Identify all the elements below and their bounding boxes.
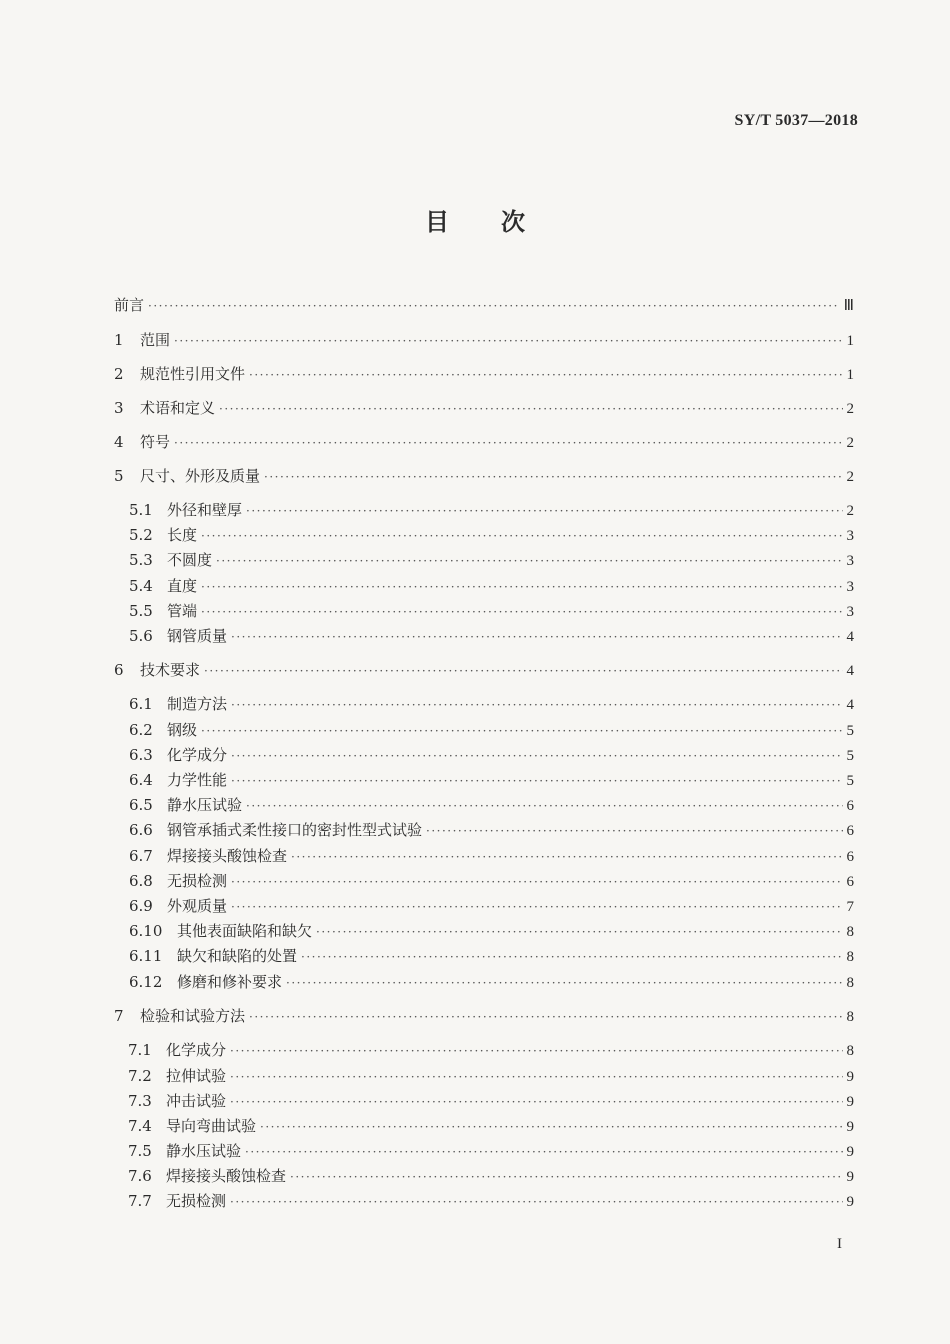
toc-entry-page: 5: [846, 723, 854, 739]
toc-entry-page: 9: [846, 1169, 854, 1185]
toc-entry[interactable]: [129, 946, 854, 967]
toc-entry-number: 7.2: [128, 1067, 152, 1085]
toc-entry[interactable]: [129, 745, 854, 766]
toc-entry-page: 5: [846, 748, 854, 764]
toc-entry[interactable]: [129, 576, 854, 597]
toc-entry-page: 4: [846, 697, 854, 713]
page-title: [0, 202, 950, 237]
toc-entry-number: 6.3: [129, 746, 153, 764]
toc-leader-dots: [219, 399, 842, 419]
toc-entry-page: 9: [846, 1194, 854, 1210]
toc-entry[interactable]: [114, 364, 854, 385]
toc-entry[interactable]: [114, 295, 854, 316]
toc-entry-page: 1: [846, 333, 854, 349]
toc-entry[interactable]: [129, 550, 854, 571]
toc-entry[interactable]: [114, 660, 854, 681]
toc-entry-page: 9: [846, 1144, 854, 1160]
toc-entry[interactable]: [129, 500, 854, 521]
toc-leader-dots: [201, 526, 842, 546]
toc-entry[interactable]: [128, 1040, 854, 1061]
toc-entry[interactable]: [129, 921, 854, 942]
toc-entry-number: 6.4: [129, 771, 153, 789]
toc-entry-number: 6.7: [129, 847, 153, 865]
toc-leader-dots: [264, 467, 842, 487]
toc-entry-number: 5: [114, 467, 124, 485]
toc-entry-page: 9: [846, 1069, 854, 1085]
toc-entry[interactable]: [114, 398, 854, 419]
toc-entry[interactable]: [114, 432, 854, 453]
toc-entry-number: 1: [114, 331, 124, 349]
toc-entry-page: 6: [846, 823, 854, 839]
toc-leader-dots: [249, 1007, 842, 1027]
toc-entry-number: 7.3: [128, 1092, 152, 1110]
toc-entry-number: 6.10: [129, 922, 163, 940]
toc-entry-label: 静水压试验: [167, 796, 243, 814]
toc-leader-dots: [231, 872, 842, 892]
toc-entry-number: 6.1: [129, 695, 153, 713]
toc-entry-number: 5.4: [129, 577, 153, 595]
toc-entry-number: 2: [114, 365, 124, 383]
toc-entry-number: 5.3: [129, 551, 153, 569]
toc-entry[interactable]: [114, 466, 854, 487]
toc-entry-label: 化学成分: [167, 746, 228, 764]
toc-entry-number: 7.7: [128, 1192, 152, 1210]
toc-entry[interactable]: [114, 330, 854, 351]
toc-entry-number: 5.6: [129, 627, 153, 645]
toc-entry-page: 3: [846, 553, 854, 569]
toc-leader-dots: [260, 1117, 842, 1137]
toc-entry[interactable]: [128, 1091, 854, 1112]
toc-leader-dots: [201, 602, 842, 622]
toc-entry-number: 7: [114, 1007, 124, 1025]
toc-entry-page: 4: [846, 629, 854, 645]
toc-entry-number: 5.2: [129, 526, 153, 544]
toc-entry-page: 7: [846, 899, 854, 915]
toc-entry[interactable]: [129, 795, 854, 816]
standard-code: SY/T 5037—2018: [734, 112, 858, 129]
toc-entry-label: 无损检测: [167, 872, 228, 890]
toc-entry[interactable]: [114, 1006, 854, 1027]
page-number: I: [837, 1236, 842, 1252]
toc-entry-page: 6: [846, 798, 854, 814]
toc-entry-label: 技术要求: [140, 661, 201, 679]
toc-entry-number: 6.12: [129, 973, 163, 991]
toc-entry-label: 缺欠和缺陷的处置: [177, 947, 298, 965]
toc-entry-number: 7.6: [128, 1167, 152, 1185]
toc-leader-dots: [230, 1092, 842, 1112]
toc-leader-dots: [231, 897, 842, 917]
toc-entry[interactable]: [128, 1116, 854, 1137]
toc-leader-dots: [316, 922, 842, 942]
toc-entry-label: 修磨和修补要求: [177, 973, 283, 991]
toc-entry-page: 1: [846, 367, 854, 383]
toc-entry-label: 不圆度: [167, 551, 213, 569]
toc-leader-dots: [249, 365, 842, 385]
toc-leader-dots: [216, 551, 842, 571]
toc-entry-page: 8: [846, 924, 854, 940]
toc-entry[interactable]: [128, 1191, 854, 1212]
toc-entry[interactable]: [129, 626, 854, 647]
toc-entry-page: 2: [846, 469, 854, 485]
toc-entry-label: 钢级: [167, 721, 198, 739]
toc-leader-dots: [291, 847, 842, 867]
toc-leader-dots: [231, 771, 842, 791]
toc-entry[interactable]: [128, 1141, 854, 1162]
toc-entry-label: 外径和壁厚: [167, 501, 243, 519]
toc-entry-number: 4: [114, 433, 124, 451]
toc-entry-label: 长度: [167, 526, 198, 544]
toc-leader-dots: [290, 1167, 842, 1187]
toc-entry-page: 8: [846, 975, 854, 991]
toc-entry-number: 6.6: [129, 821, 153, 839]
toc-entry-page: 2: [846, 503, 854, 519]
toc-leader-dots: [204, 661, 842, 681]
title-char-right: 次: [501, 208, 525, 236]
toc-entry-label: 焊接接头酸蚀检查: [166, 1167, 287, 1185]
toc-entry-label: 前言: [114, 296, 145, 314]
toc-entry-label: 范围: [140, 331, 171, 349]
toc-entry-label: 钢管承插式柔性接口的密封性型式试验: [167, 821, 423, 839]
toc-entry[interactable]: [129, 770, 854, 791]
toc-entry-label: 拉伸试验: [166, 1067, 227, 1085]
toc-entry-label: 冲击试验: [166, 1092, 227, 1110]
toc-entry[interactable]: [129, 720, 854, 741]
toc-entry[interactable]: [128, 1166, 854, 1187]
toc-entry-page: 2: [846, 435, 854, 451]
toc-entry[interactable]: [129, 820, 854, 841]
toc-leader-dots: [148, 296, 840, 316]
toc-entry-page: 8: [846, 949, 854, 965]
toc-leader-dots: [231, 695, 842, 715]
toc-entry-label: 术语和定义: [140, 399, 216, 417]
toc-entry-label: 其他表面缺陷和缺欠: [177, 922, 313, 940]
toc-entry-number: 3: [114, 399, 124, 417]
toc-entry[interactable]: [129, 972, 854, 993]
toc-entry-page: 4: [846, 663, 854, 679]
toc-entry-label: 尺寸、外形及质量: [140, 467, 261, 485]
toc-entry[interactable]: [129, 601, 854, 622]
toc-entry-label: 符号: [140, 433, 171, 451]
toc-leader-dots: [246, 501, 842, 521]
toc-entry-label: 制造方法: [167, 695, 228, 713]
toc-leader-dots: [231, 627, 842, 647]
toc-entry-label: 静水压试验: [166, 1142, 242, 1160]
toc-leader-dots: [201, 721, 842, 741]
toc-entry-page: 3: [846, 528, 854, 544]
toc-entry-number: 6.11: [129, 947, 163, 965]
toc-entry-number: 7.4: [128, 1117, 152, 1135]
toc-entry-number: 7.5: [128, 1142, 152, 1160]
toc-entry-page: 3: [846, 604, 854, 620]
toc-entry-label: 外观质量: [167, 897, 228, 915]
toc-entry-number: 6.8: [129, 872, 153, 890]
toc-entry-label: 焊接接头酸蚀检查: [167, 847, 288, 865]
toc-leader-dots: [230, 1041, 842, 1061]
toc-entry-page: 2: [846, 401, 854, 417]
toc-entry-label: 直度: [167, 577, 198, 595]
toc-entry-page: 8: [846, 1043, 854, 1059]
toc-leader-dots: [231, 746, 842, 766]
toc-entry[interactable]: [128, 1066, 854, 1087]
toc-entry-label: 检验和试验方法: [140, 1007, 246, 1025]
toc-entry-number: 6: [114, 661, 124, 679]
toc-entry-number: 6.5: [129, 796, 153, 814]
toc-entry[interactable]: [129, 896, 854, 917]
toc-entry-page: 9: [846, 1094, 854, 1110]
toc-entry-label: 力学性能: [167, 771, 228, 789]
toc-entry-number: 5.5: [129, 602, 153, 620]
toc-entry-label: 化学成分: [166, 1041, 227, 1059]
toc-leader-dots: [174, 331, 842, 351]
toc-leader-dots: [246, 796, 842, 816]
toc-entry-label: 规范性引用文件: [140, 365, 246, 383]
toc-entry-number: 7.1: [128, 1041, 152, 1059]
toc-entry-label: 钢管质量: [167, 627, 228, 645]
toc-entry[interactable]: [129, 871, 854, 892]
toc-entry-number: 6.9: [129, 897, 153, 915]
toc-leader-dots: [245, 1142, 842, 1162]
toc-leader-dots: [230, 1192, 842, 1212]
toc-leader-dots: [174, 433, 842, 453]
title-char-left: 目: [425, 208, 449, 236]
toc-entry-page: 8: [846, 1009, 854, 1025]
toc-leader-dots: [301, 947, 842, 967]
toc-entry-page: 5: [846, 773, 854, 789]
toc-entry-label: 管端: [167, 602, 198, 620]
toc-leader-dots: [426, 821, 842, 841]
toc-entry-label: 导向弯曲试验: [166, 1117, 257, 1135]
toc-entry-page: 6: [846, 849, 854, 865]
toc-entry-number: 5.1: [129, 501, 153, 519]
toc-entry-page: 6: [846, 874, 854, 890]
toc-leader-dots: [286, 973, 842, 993]
toc-leader-dots: [201, 577, 842, 597]
toc-entry-page: Ⅲ: [843, 298, 854, 314]
toc-entry-page: 9: [846, 1119, 854, 1135]
toc-entry[interactable]: [129, 525, 854, 546]
toc-entry[interactable]: [129, 694, 854, 715]
toc-leader-dots: [230, 1067, 842, 1087]
toc-entry-label: 无损检测: [166, 1192, 227, 1210]
toc-entry[interactable]: [129, 846, 854, 867]
toc-entry-number: 6.2: [129, 721, 153, 739]
toc-entry-page: 3: [846, 579, 854, 595]
